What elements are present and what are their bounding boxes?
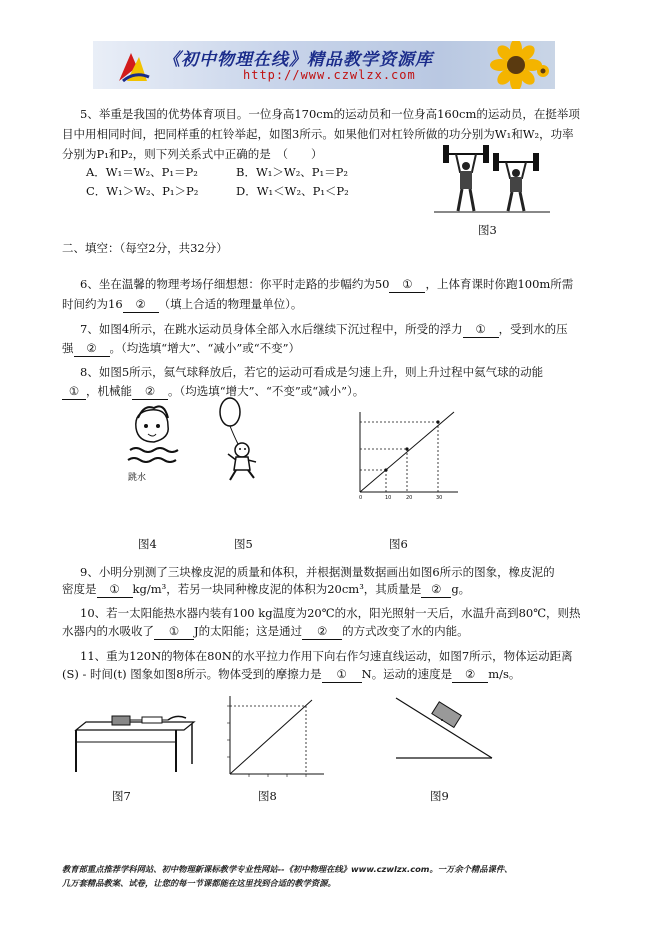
page-footer: [62, 862, 602, 890]
fig4-caption: 图4: [138, 537, 157, 551]
fig8-line: [230, 700, 312, 774]
q8-line1: 8、如图5所示，氦气球释放后，若它的运动可看成是匀速上升，则上升过程中氦气球的动能: [80, 365, 544, 379]
sunflower-icon: [481, 41, 551, 89]
q9-line1: 9、小明分别测了三块橡皮泥的质量和体积，并根据测量数据画出如图6所示的图象，橡皮泥的: [80, 565, 555, 579]
q7-blank-1[interactable]: ①: [463, 321, 499, 338]
q6-blank-2[interactable]: ②: [123, 296, 159, 313]
q11-blank-1[interactable]: ①: [322, 666, 362, 683]
fig8-caption: 图8: [258, 789, 277, 803]
q10-blank-2[interactable]: ②: [302, 623, 342, 640]
q5-option-c: C．W₁＞W₂、P₁＞P₂: [86, 184, 199, 198]
fig6-caption: 图6: [389, 537, 408, 551]
q5-line1: 5、举重是我国的优势体育项目。一位身高170cm的运动员和一位身高160cm的运动员，在挺举项: [80, 107, 580, 121]
section-heading: 二、填空：（每空2分，共32分）: [62, 241, 228, 255]
fig6-graph: [346, 408, 464, 500]
fig6-x-tick-3: 30: [436, 495, 443, 500]
q6-blank-1[interactable]: ①: [389, 276, 425, 293]
q6-line2: 时间约为16 ② （填上合适的物理量单位）。: [62, 297, 303, 311]
lifter-2: [493, 153, 539, 211]
q9-line2: 密度是 ① kg/m³，若另一块同种橡皮泥的体积为20cm³，其质量是 ② g。: [62, 582, 471, 596]
balloon-figure: [212, 396, 268, 486]
banner-url[interactable]: http://www.czwlzx.com: [243, 68, 416, 82]
q6-line1: 6、坐在温馨的物理考场仔细想想：你平时走路的步幅约为50 ① ，上体育课时你跑100m所需: [80, 277, 574, 291]
q10-line2: 水器内的水吸收了 ① J的太阳能；这是通过 ② 的方式改变了水的内能。: [62, 624, 469, 638]
q8-blank-1[interactable]: ①: [62, 383, 86, 400]
fig3-caption: 图3: [478, 223, 497, 237]
q8-blank-2[interactable]: ②: [132, 383, 168, 400]
fig9-caption: 图9: [430, 789, 449, 803]
banner-title: 《初中物理在线》精品教学资源库: [163, 50, 433, 70]
fig6-x-tick-1: 10: [385, 495, 392, 500]
fig6-point-2: [405, 447, 408, 450]
fig6-x-tick-2: 20: [406, 495, 413, 500]
fig8-graph: [212, 692, 330, 780]
fig6-point-1: [384, 468, 387, 471]
header-banner: [93, 41, 555, 89]
site-logo-icon: [113, 47, 153, 87]
fig6-x-tick-0: 0: [359, 495, 363, 500]
diving-label: 跳水: [128, 473, 147, 483]
q5-line3: 分别为P₁和P₂，则下列关系式中正确的是 （ ）: [62, 147, 323, 161]
weightlifters-figure: [432, 142, 552, 216]
q7-line1: 7、如图4所示，在跳水运动员身体全部入水后继续下沉过程中，所受的浮力 ① ，受到水的压: [80, 322, 568, 336]
q11-line1: 11、重为120N的物体在80N的水平拉力作用下向右作匀速直线运动，如图7所示，物体运动距离: [80, 649, 573, 663]
lifter-1: [443, 145, 489, 211]
diver-figure: [124, 404, 182, 484]
q10-blank-1[interactable]: ①: [154, 623, 194, 640]
fig6-line: [360, 412, 454, 492]
q7-line2: 强 ② 。（均选填“增大”、“减小”或“不变”）: [62, 341, 301, 355]
footer-line-1: 教育部重点推荐学科网站、初中物理新课标教学专业性网站--《初中物理在线》www.czwlzx.com。一万余个精品课件、: [62, 864, 513, 874]
q5-option-d: D．W₁＜W₂、P₁＜P₂: [236, 184, 349, 198]
fig7-caption: 图7: [112, 789, 131, 803]
q5-line2: 目中用相同时间，把同样重的杠铃举起，如图3所示。如果他们对杠铃所做的功分别为W₁和W₂，功率: [62, 127, 574, 141]
fig5-caption: 图5: [234, 537, 253, 551]
q5-option-a: A．W₁＝W₂、P₁＝P₂: [86, 165, 198, 179]
fig7-table-figure: [72, 712, 198, 776]
footer-line-2: 几万套精品教案、试卷，让您的每一节课都能在这里找到合适的教学资源。: [62, 878, 336, 888]
fig9-incline-figure: [392, 694, 496, 762]
block: [112, 716, 130, 725]
fig6-point-3: [436, 420, 439, 423]
q9-blank-2[interactable]: ②: [421, 581, 451, 598]
q7-blank-2[interactable]: ②: [74, 340, 110, 357]
hand: [168, 716, 186, 720]
q5-option-b: B．W₁＞W₂、P₁＝P₂: [236, 165, 349, 179]
q11-line2: (S) - 时间(t) 图象如图8所示。物体受到的摩擦力是 ① N。运动的速度是 ② m/s。: [62, 667, 521, 681]
q9-blank-1[interactable]: ①: [97, 581, 133, 598]
q10-line1: 10、若一太阳能热水器内装有100 kg温度为20℃的水，阳光照射一天后，水温升高到80℃，则热: [80, 606, 581, 620]
q8-line2: ① ，机械能 ② 。（均选填“增大”、“不变”或“减小”）。: [62, 381, 364, 401]
q11-blank-2[interactable]: ②: [452, 666, 488, 683]
